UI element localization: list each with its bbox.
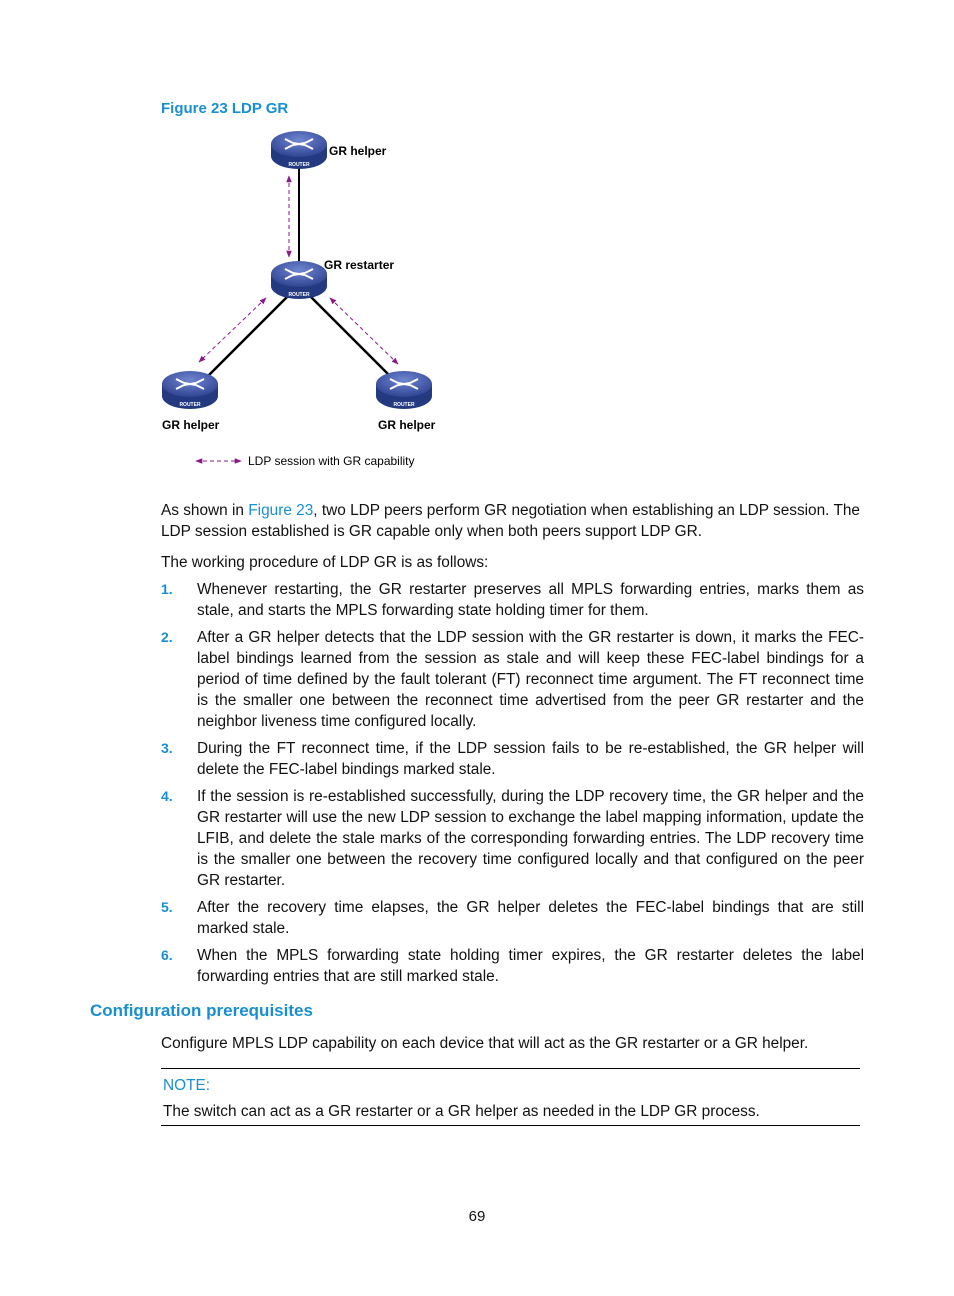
session-arrow-right — [330, 298, 398, 364]
section-body: Configure MPLS LDP capability on each device that will act as the GR restarter or a GR helper. — [161, 1035, 809, 1052]
list-item — [161, 738, 864, 780]
list-item — [161, 945, 864, 987]
step-text: After the recovery time elapses, the GR helper deletes the FEC-label bindings that are still marked stale. — [197, 899, 864, 937]
list-item — [161, 897, 864, 939]
procedure-intro: The working procedure of LDP GR is as follows: — [161, 554, 489, 571]
page-number: 69 — [468, 1208, 486, 1225]
step-number: 4. — [161, 788, 173, 804]
step-number: 3. — [161, 740, 173, 756]
link-right — [308, 294, 396, 382]
link-left — [202, 294, 290, 382]
step-text: When the MPLS forwarding state holding timer expires, the GR restarter deletes the label forwarding entries that are still marked stale. — [197, 947, 864, 985]
step-text: Whenever restarting, the GR restarter preserves all MPLS forwarding entries, marks them as stale, and starts the MPLS forwarding state holding timer for them. — [197, 581, 864, 619]
label-right-helper: GR helper — [378, 418, 436, 432]
list-item — [161, 786, 864, 891]
step-number: 2. — [161, 629, 173, 645]
legend-label: LDP session with GR capability — [248, 454, 415, 468]
step-text: If the session is re-established successfully, during the LDP recovery time, the GR helper and the GR restarter will use the new LDP session to exchange the label mapping information, update the LFIB, and delete the stale marks of the corresponding forwarding entries. The LDP recovery time is the smaller one between the recovery time configured locally and that configured on the peer GR restarter. — [197, 788, 864, 889]
svg-text:ROUTER: ROUTER — [393, 402, 415, 408]
step-number: 6. — [161, 947, 173, 963]
step-number: 5. — [161, 899, 173, 915]
figure-caption: Figure 23 LDP GR — [161, 100, 289, 117]
section-heading: Configuration prerequisites — [90, 1001, 313, 1020]
step-text: During the FT reconnect time, if the LDP session fails to be re-established, the GR helper will delete the FEC-label bindings marked stale. — [197, 740, 864, 778]
step-text: After a GR helper detects that the LDP session with the GR restarter is down, it marks the FEC-label bindings learned from the session as stale and will keep these FEC-label bindings for a period of time defined by the fault tolerant (FT) reconnect time argument. The FT reconnect time is the smaller one between the reconnect time advertised from the peer GR restarter and the neighbor liveness time configured locally. — [197, 629, 864, 730]
svg-text:ROUTER: ROUTER — [288, 292, 310, 298]
router-icon-right — [376, 371, 432, 409]
ldp-gr-diagram — [150, 122, 470, 482]
router-icon-restarter — [271, 261, 327, 299]
label-top-helper: GR helper — [329, 144, 387, 158]
router-icon-top — [271, 131, 327, 169]
procedure-steps — [161, 579, 864, 993]
note-title: NOTE: — [163, 1077, 211, 1094]
intro-paragraph: As shown in Figure 23, two LDP peers perform GR negotiation when establishing an LDP session. The LDP session established is GR capable only when both peers support LDP GR. — [161, 502, 860, 540]
list-item — [161, 627, 864, 732]
figure-link[interactable]: Figure 23 — [248, 502, 314, 519]
label-restarter: GR restarter — [324, 258, 395, 272]
router-icon-left — [162, 371, 218, 409]
svg-text:ROUTER: ROUTER — [288, 162, 310, 168]
note-text: The switch can act as a GR restarter or a GR helper as needed in the LDP GR process. — [163, 1103, 760, 1120]
svg-text:ROUTER: ROUTER — [179, 402, 201, 408]
label-left-helper: GR helper — [162, 418, 220, 432]
list-item — [161, 579, 864, 621]
step-number: 1. — [161, 581, 173, 597]
note-box — [161, 1068, 860, 1126]
